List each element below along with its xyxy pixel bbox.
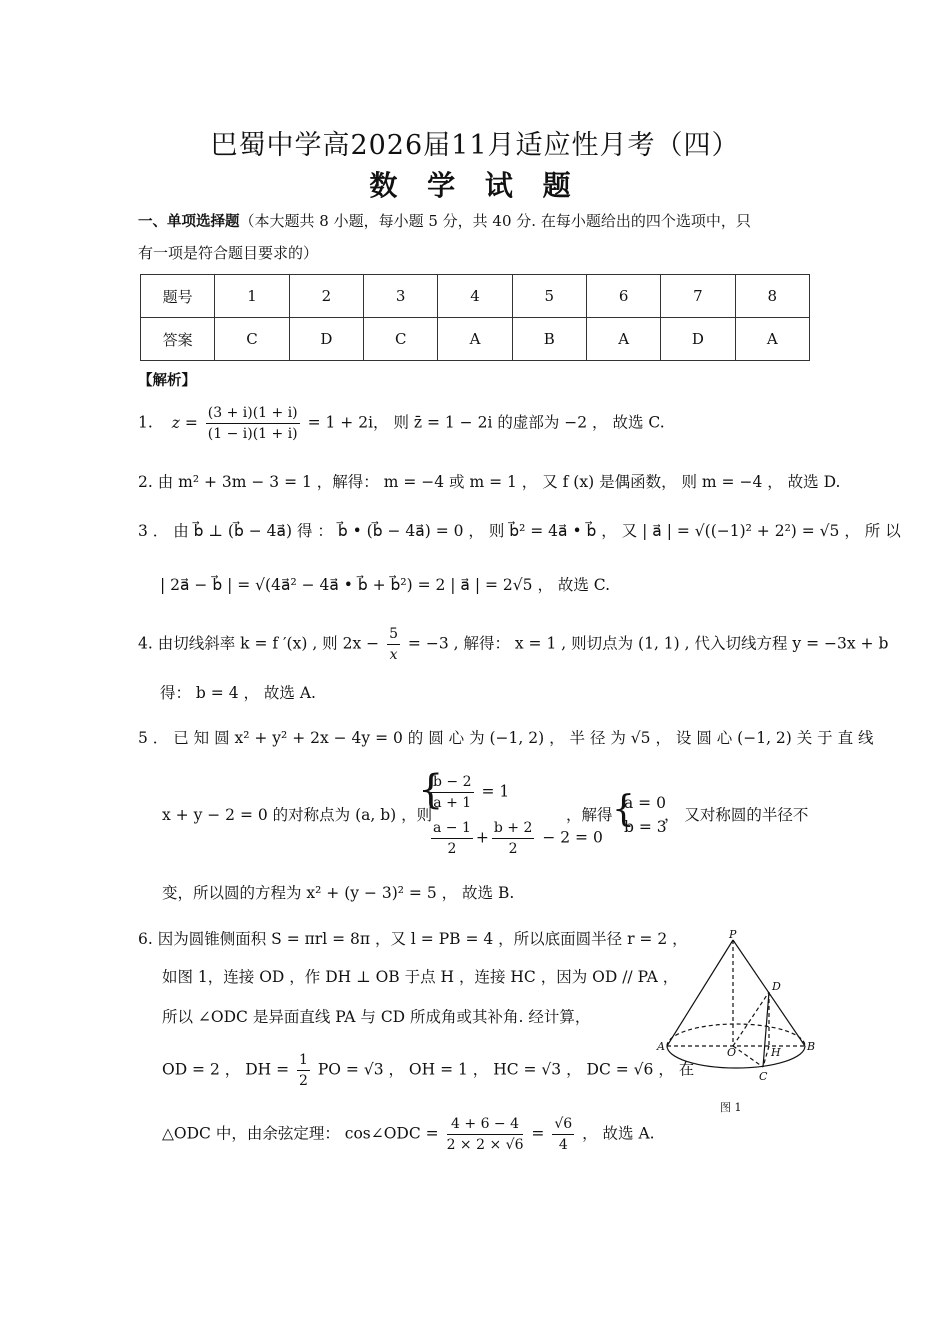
- table-row: [141, 318, 810, 361]
- solution-2: 2. 由 m² + 3m − 3 = 1 ，解得： m = −4 或 m = 1 ， 又 f (x) 是偶函数， 则 m = −4 ， 故选 D.: [138, 473, 841, 491]
- table-cell: 3: [364, 275, 438, 318]
- solution-4-line-2: 得： b = 4 ， 故选 A.: [160, 684, 316, 702]
- table-cell: A: [735, 318, 809, 361]
- table-cell: 题号: [141, 275, 215, 318]
- label-h: H: [771, 1046, 781, 1059]
- section-heading-line: [138, 214, 751, 230]
- system-eq-1: $\frac{b - 2}{a + 1}$ = 1: [433, 774, 510, 812]
- table-cell: A: [586, 318, 660, 361]
- formula-text: = 1 + 2i， 则 z̄ = 1 − 2i 的虚部为 −2 ， 故选 C.: [307, 413, 665, 432]
- base-back-arc: [667, 1024, 805, 1046]
- section-desc-1: （本大题共 8 小题，每小题 5 分，共 40 分. 在每小题给出的四个选项中，只: [239, 212, 751, 230]
- table-cell: 7: [661, 275, 735, 318]
- segment-od: [733, 992, 769, 1046]
- formula: z =: [171, 413, 198, 432]
- solution-number: 1.: [138, 413, 153, 432]
- table-cell: C: [364, 318, 438, 361]
- table-cell: 答案: [141, 318, 215, 361]
- solution-6-line-1: 6. 因为圆锥侧面积 S = πrl = 8π ，又 l = PB = 4 ，所以底面圆半径 r = 2 ，: [138, 930, 688, 948]
- cone-edge-pa: [667, 940, 733, 1046]
- table-cell: A: [438, 318, 512, 361]
- table-cell: C: [215, 318, 289, 361]
- answer-table: [140, 274, 810, 361]
- table-cell: 5: [512, 275, 586, 318]
- solution-1: [138, 405, 665, 442]
- table-cell: D: [661, 318, 735, 361]
- solution-5-line-3: 变，所以圆的方程为 x² + (y − 3)² = 5 ， 故选 B.: [162, 884, 515, 902]
- solution-6-line-5: △ODC 中，由余弦定理： cos∠ODC = $\frac{4 + 6 - 4}{2 \times 2 \times √6}$ = $\frac{√6}{4}$ ， 故选 A.: [162, 1116, 655, 1154]
- table-cell: 2: [289, 275, 363, 318]
- section-desc-2: 有一项是符合题目要求的）: [138, 244, 319, 262]
- solution-5-sol-a: a = 0: [624, 794, 666, 812]
- solution-6-line-4: OD = 2 ， DH = $\frac{1}{2}$ PO = √3 ， OH = 1 ， HC = √3 ， DC = √6 ， 在: [162, 1052, 695, 1090]
- brace-icon: {: [612, 789, 635, 830]
- solution-5-line-1: 5 ． 已 知 圆 x² + y² + 2x − 4y = 0 的 圆 心 为 (−1, 2) ， 半 径 为 √5 ， 设 圆 心 (−1, 2) 关 于 直 线: [138, 729, 874, 747]
- label-p: P: [729, 930, 737, 941]
- table-cell: 1: [215, 275, 289, 318]
- table-cell: 8: [735, 275, 809, 318]
- solution-4-line-1: 4. 由切线斜率 k = f ′(x) , 则 2x − $\frac{5}{x}$ = −3 , 解得： x = 1 , 则切点为 (1, 1) , 代入切线方程 y = −3x + b: [138, 626, 889, 664]
- label-d: D: [772, 980, 781, 993]
- solution-3-line-1: 3 ． 由 b⃗ ⊥ (b⃗ − 4a⃗) 得 ： b⃗ • (b⃗ − 4a⃗) = 0 ， 则 b⃗² = 4a⃗ • b⃗ ， 又 | a⃗ | = √((−1)² + 2²) = √5 ， 所 以: [138, 522, 901, 540]
- label-b: B: [807, 1040, 816, 1053]
- solution-3-line-2: | 2a⃗ − b⃗ | = √(4a⃗² − 4a⃗ • b⃗ + b⃗²) = 2 | a⃗ | = 2√5 ， 故选 C.: [160, 576, 611, 594]
- solution-5-sol-b: b = 3: [624, 818, 667, 836]
- table-cell: D: [289, 318, 363, 361]
- analysis-label: 【解析】: [138, 373, 196, 389]
- brace-icon: {: [418, 767, 444, 813]
- subject-title: 数 学 试 题: [369, 169, 581, 202]
- solution-5-mid: ，解得: [566, 806, 613, 824]
- label-a: A: [657, 1040, 665, 1053]
- segment-oc: [733, 1046, 763, 1067]
- exam-title: 巴蜀中学高2026届11月适应性月考（四）: [210, 130, 740, 161]
- figure-caption: 图 1: [720, 1101, 742, 1114]
- fraction: $\frac{5}{x}$: [389, 626, 398, 664]
- table-cell: B: [512, 318, 586, 361]
- section-title: 一、单项选择题: [138, 214, 240, 230]
- cone-figure: [655, 930, 825, 1120]
- table-cell: 6: [586, 275, 660, 318]
- system-eq-2: $\frac{a - 1}{2}$ + $\frac{b + 2}{2}$ − 2 = 0: [433, 820, 603, 858]
- table-cell: 4: [438, 275, 512, 318]
- solution-5-line-2a: x + y − 2 = 0 的对称点为 (a, b) ，则: [162, 806, 433, 824]
- solution-6-line-2: 如图 1，连接 OD ，作 DH ⊥ OB 于点 H ，连接 HC ，因为 OD // PA ，: [162, 968, 679, 986]
- solution-5-tail: ， 又对称圆的半径不: [664, 806, 809, 824]
- table-row: [141, 275, 810, 318]
- solution-6-line-3: 所以 ∠ODC 是异面直线 PA 与 CD 所成角或其补角. 经计算，: [162, 1008, 591, 1026]
- label-o: O: [727, 1046, 737, 1059]
- label-c: C: [759, 1070, 768, 1083]
- fraction: $\frac{(3 + i)(1 + i)}{(1 - i)(1 + i)}$: [207, 405, 298, 443]
